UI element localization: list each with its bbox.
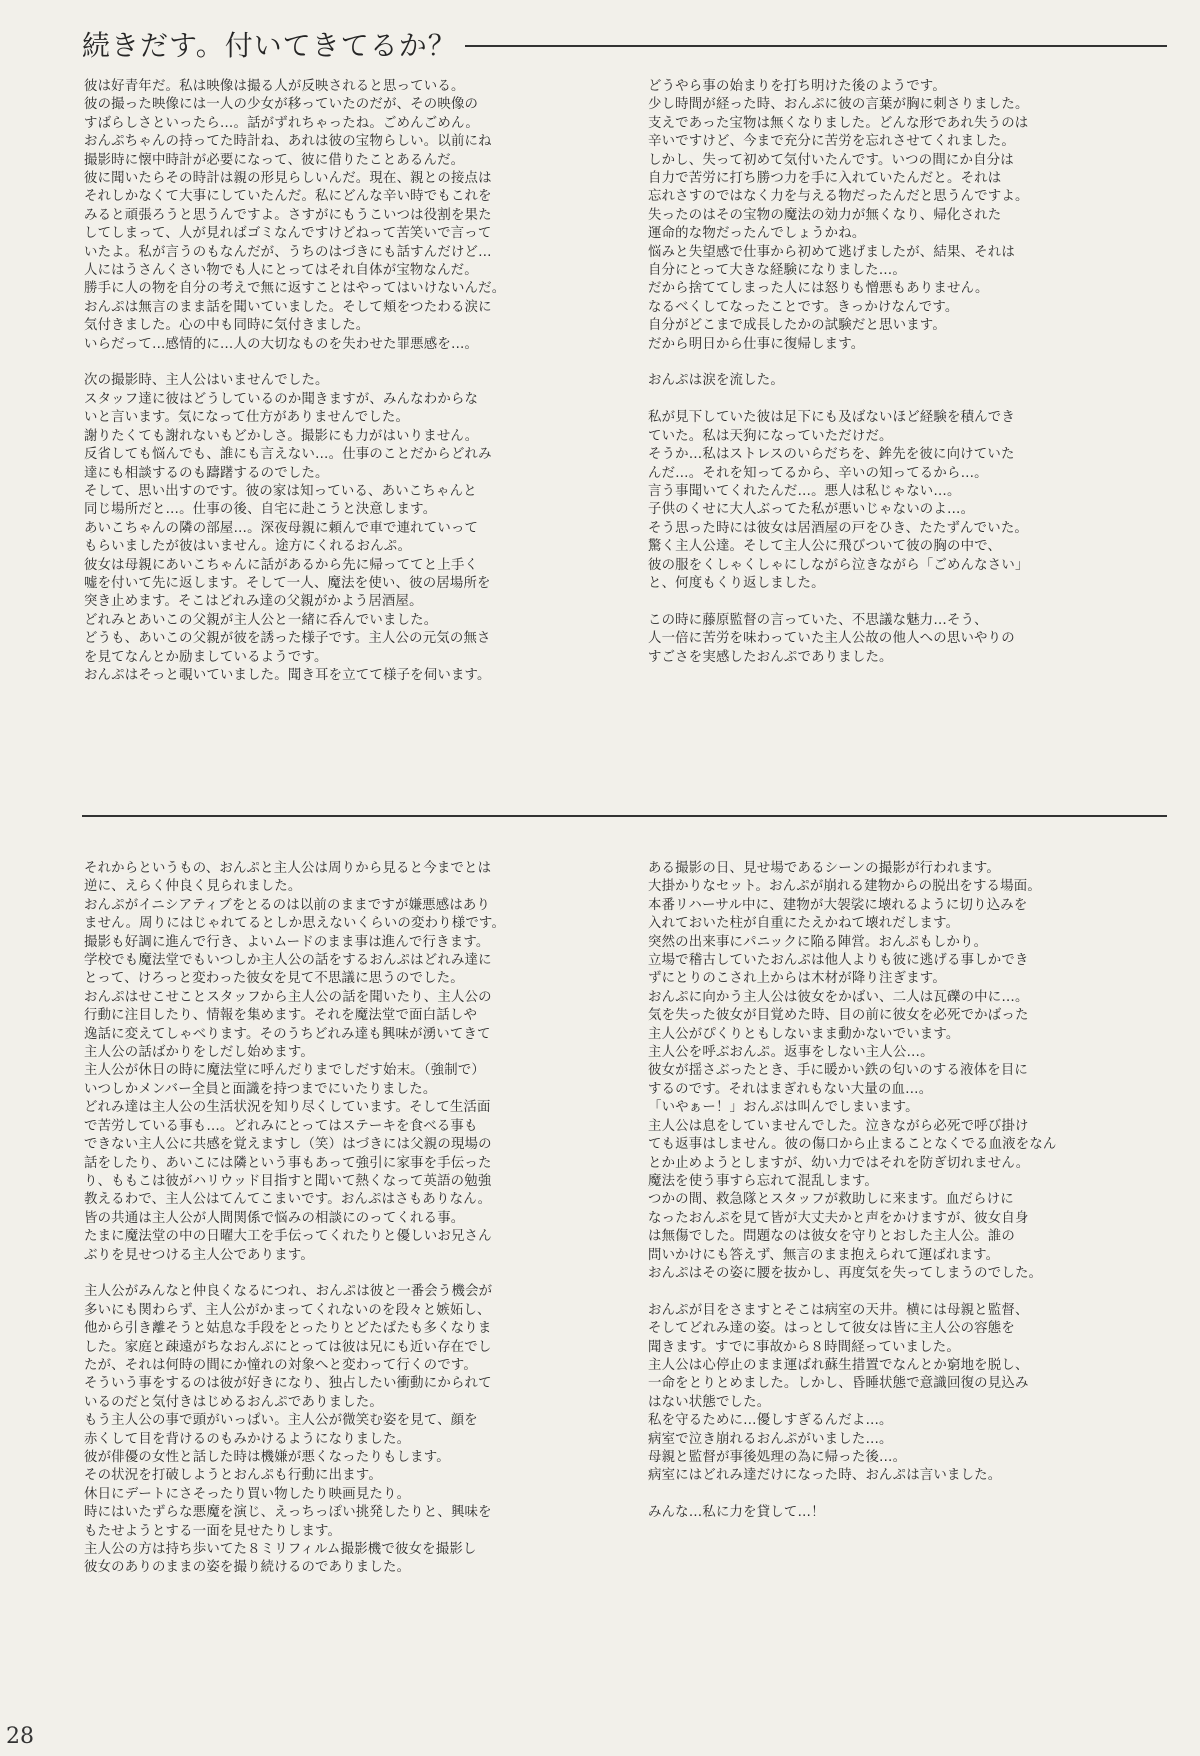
text-line: すばらしさといったら…。話がずれちゃったね。ごめんごめん。 — [84, 115, 479, 131]
text-line: だから明日から仕事に復帰します。 — [648, 336, 865, 352]
text-line: 悩みと失望感で仕事から初めて逃げましたが、結果、それは — [648, 244, 1015, 260]
text-line: 忘れさすのではなく力を与える物だったんだと思うんですよ。 — [648, 189, 1029, 205]
page-heading: 続きだす。付いてきてるか？ — [82, 29, 457, 62]
text-line: 時にはいたずらな悪魔を演じ、えっちっぽい挑発したりと、興味を — [84, 1505, 492, 1521]
text-line: 謝りたくても謝れないもどかしさ。撮影にも力がはいりません。 — [84, 428, 479, 444]
text-line: 病室で泣き崩れるおんぷがいました…。 — [648, 1431, 893, 1447]
text-line: そして、思い出すのです。彼の家は知っている、あいこちゃんと — [84, 483, 477, 499]
text-line: と、何度もくり返しました。 — [648, 575, 825, 591]
text-line: それしかなくて大事にしていたんだ。私にどんな辛い時でもこれを — [84, 189, 492, 205]
text-line: 私を守るために…優しすぎるんだよ…。 — [648, 1413, 893, 1429]
paragraph-gap — [648, 1283, 1148, 1301]
text-line: ても返事はしません。彼の傷口から止まることなくでる血液をなん — [648, 1137, 1057, 1153]
text-line: 主人公の話ばかりをしだし始めます。 — [84, 1045, 314, 1061]
text-line: 自分がどこまで成長したかの試験だと思います。 — [648, 318, 946, 334]
text-line: 彼の服をくしゃくしゃにしながら泣きながら「ごめんなさい」 — [648, 557, 1029, 573]
text-line: 主人公が休日の時に魔法堂に呼んだりまでしだす始末。（強制で） — [84, 1063, 486, 1079]
text-line: 入れておいた柱が自重にたえかねて壊れだします。 — [648, 916, 960, 932]
text-line: あいこちゃんの隣の部屋…。深夜母親に頼んで車で連れていって — [84, 520, 479, 536]
text-line: どうやら事の始まりを打ち明けた後のようです。 — [648, 79, 946, 94]
text-line: 運命的な物だったんでしょうかね。 — [648, 226, 866, 242]
text-line: そしてどれみ達の姿。はっとして彼女は皆に主人公の容態を — [648, 1321, 1015, 1337]
text-line: してしまって、人が見ればゴミなんですけどねって苦笑いで言って — [84, 226, 492, 242]
text-line: 気を失った彼女が目覚めた時、目の前に彼女を必死でかばった — [648, 1008, 1029, 1024]
text-line: とか止めようとしますが、幼い力ではそれを防ぎ切れません。 — [648, 1155, 1030, 1171]
text-line: 病室にはどれみ達だけになった時、おんぷは言いました。 — [648, 1468, 1002, 1484]
text-line: 辛いですけど、今まで充分に苦労を忘れさせてくれました。 — [648, 134, 1015, 150]
text-line: とって、けろっと変わった彼女を見て不思議に思うのでした。 — [84, 971, 464, 987]
text-line: いるのだと気付きはじめるおんぷでありました。 — [84, 1394, 383, 1410]
text-line: おんぷはそっと覗いていました。聞き耳を立てて様子を伺います。 — [84, 667, 491, 683]
text-line: 驚く主人公達。そして主人公に飛びついて彼の胸の中で、 — [648, 539, 1002, 555]
text-line: 休日にデートにさそったり買い物したり映画見たり。 — [84, 1486, 411, 1502]
text-line: いと言います。気になって仕方がありませんでした。 — [84, 410, 410, 426]
text-line: した。家庭と疎遠がちなおんぷにとっては彼は兄にも近い存在でし — [84, 1339, 492, 1355]
text-line: 話をしたり、あいこには隣という事もあって強引に家事を手伝った — [84, 1155, 492, 1171]
text-line: 赤くして目を背けるのもみかけるようになりました。 — [84, 1431, 411, 1447]
text-line: どれみとあいこの父親が主人公と一緒に呑んでいました。 — [84, 612, 438, 628]
text-line: みると頑張ろうと思うんですよ。さすがにもうこいつは役割を果た — [84, 207, 492, 223]
text-line: ません。周りにはじゃれてるとしか思えないくらいの変わり様です。 — [84, 916, 506, 932]
text-line: を見てなんとか励ましているようです。 — [84, 649, 328, 665]
text-line: 彼女が揺さぶったとき、手に暖かい鉄の匂いのする液体を目に — [648, 1063, 1028, 1079]
text-line: おんぷはその姿に腰を抜かし、再度気を失ってしまうのでした。 — [648, 1265, 1043, 1281]
paragraph-gap — [648, 593, 1148, 611]
text-line: おんぷは涙を流した。 — [648, 373, 784, 389]
text-line: で苦労している事も…。どれみにとってはステーキを食べる事も — [84, 1118, 478, 1134]
paragraph-gap — [84, 354, 624, 372]
text-line: 主人公がぴくりともしないまま動かないでいます。 — [648, 1026, 960, 1042]
text-line: 言う事聞いてくれたんだ…。悪人は私じゃない…。 — [648, 483, 961, 499]
text-line: できない主人公に共感を覚えますし（笑）はづきには父親の現場の — [84, 1137, 492, 1153]
text-line: 主人公を呼ぶおんぷ。返事をしない主人公…。 — [648, 1045, 934, 1061]
text-line: 大掛かりなセット。おんぷが崩れる建物からの脱出をする場面。 — [648, 879, 1041, 895]
text-line: 撮影も好調に進んで行き、よいムードのまま事は進んで行きます。 — [84, 934, 490, 950]
text-line: たが、それは何時の間にか憧れの対象へと変わって行くのです。 — [84, 1357, 477, 1373]
text-line: しかし、失って初めて気付いたんです。いつの間にか自分は — [648, 152, 1014, 168]
text-line: 主人公は心停止のまま運ばれ蘇生措置でなんとか窮地を脱し、 — [648, 1357, 1029, 1373]
paragraph-gap — [648, 391, 1148, 409]
text-line: 失ったのはその宝物の魔法の効力が無くなり、帰化された — [648, 207, 1002, 223]
text-column-bottom-left — [84, 860, 624, 1720]
text-line: 彼に聞いたらその時計は親の形見らしいんだ。現在、親との接点は — [84, 171, 492, 187]
text-line: 学校でも魔法堂でもいつしか主人公の話をするおんぷはどれみ達に — [84, 953, 492, 969]
text-line: 自力で苦労に打ち勝つ力を手に入れていたんだと。それは — [648, 171, 1002, 187]
text-line: 「いやぁー！」おんぷは叫んでしまいます。 — [648, 1100, 919, 1116]
text-line: 私が見下していた彼は足下にも及ばないほど経験を積んでき — [648, 410, 1015, 426]
text-line: 多いにも関わらず、主人公がかまってくれないのを段々と嫉妬し、 — [84, 1302, 491, 1318]
text-line: 教えるわで、主人公はてんてこまいです。おんぷはさもありなん。 — [84, 1192, 492, 1208]
text-line: もう主人公の事で頭がいっぱい。主人公が微笑む姿を見て、顔を — [84, 1413, 478, 1429]
text-column-top-left — [84, 78, 624, 778]
text-line: 子供のくせに大人ぶってた私が悪いじゃないのよ…。 — [648, 502, 975, 518]
text-line: そう思った時には彼女は居酒屋の戸をひき、たたずんでいた。 — [648, 520, 1028, 536]
text-line: それからというもの、おんぷと主人公は周りから見ると今までとは — [84, 861, 492, 876]
text-line: ていた。私は天狗になっていただけだ。 — [648, 428, 893, 444]
text-line: ぶりを見せつける主人公であります。 — [84, 1247, 314, 1263]
text-line: いらだって…感情的に…人の大切なものを失わせた罪悪感を…。 — [84, 336, 479, 352]
text-line: 他から引き離そうと姑息な手段をとったりとどたばたも多くなりま — [84, 1321, 492, 1337]
text-line: おんぷが目をさますとそこは病室の天井。横には母親と監督、 — [648, 1302, 1029, 1318]
text-line: なるべくしてなったことです。きっかけなんです。 — [648, 299, 959, 315]
text-line: は無傷でした。問題なのは彼女を守りとおした主人公。誰の — [648, 1229, 1015, 1245]
text-line: おんぷちゃんの持ってた時計ね、あれは彼の宝物らしい。以前にね — [84, 134, 492, 150]
text-line: 皆の共通は主人公が人間関係で悩みの相談にのってくれる事。 — [84, 1210, 465, 1226]
text-line: 少し時間が経った時、おんぷに彼の言葉が胸に刺さりました。 — [648, 97, 1029, 113]
text-line: 突然の出来事にパニックに陥る陣営。おんぷもしかり。 — [648, 934, 988, 950]
text-line: なったおんぷを見て皆が大丈夫かと声をかけますが、彼女自身 — [648, 1210, 1029, 1226]
text-line: 彼の撮った映像には一人の少女が移っていたのだが、その映像の — [84, 97, 479, 113]
text-line: おんぷは無言のまま話を聞いていました。そして頬をつたわる涙に — [84, 299, 492, 315]
text-line: 支えであった宝物は無くなりました。どんな形であれ失うのは — [648, 115, 1029, 131]
text-line: そうか…私はストレスのいらだちを、鉾先を彼に向けていた — [648, 447, 1015, 463]
text-line: この時に藤原監督の言っていた、不思議な魅力…そう、 — [648, 612, 988, 628]
text-line: 母親と監督が事後処理の為に帰った後…。 — [648, 1449, 907, 1465]
text-line: 逸話に変えてしゃべります。そのうちどれみ達も興味が湧いてきて — [84, 1026, 491, 1042]
text-line: 問いかけにも答えず、無言のまま抱えられて運ばれます。 — [648, 1247, 1000, 1263]
text-line: 次の撮影時、主人公はいませんでした。 — [84, 373, 329, 389]
text-line: だから捨ててしまった人には怒りも憎悪もありません。 — [648, 281, 989, 297]
text-line: おんぷはせこせことスタッフから主人公の話を聞いたり、主人公の — [84, 989, 492, 1005]
text-line: 勝手に人の物を自分の考えで無に返すことはやってはいけないんだ。 — [84, 281, 506, 297]
text-line: 彼女は母親にあいこちゃんに話があるから先に帰っててと上手く — [84, 557, 479, 573]
text-line: 聞きます。すでに事故から８時間経っていました。 — [648, 1339, 960, 1355]
text-line: 彼が俳優の女性と話した時は機嫌が悪くなったりもします。 — [84, 1449, 450, 1465]
text-line: いたよ。私が言うのもなんだが、うちのはづきにも話すんだけど… — [84, 244, 492, 260]
paragraph-gap — [84, 1265, 624, 1283]
text-line: んだ…。それを知ってるから、辛いの知ってるから…。 — [648, 465, 988, 481]
text-line: みんな…私に力を貸して…！ — [648, 1505, 825, 1521]
text-line: どれみ達は主人公の生活状況を知り尽くしています。そして生活面 — [84, 1100, 491, 1116]
text-line: いつしかメンバー全員と面識を持つまでにいたりました。 — [84, 1081, 437, 1097]
text-line: 人一倍に苦労を味わっていた主人公故の他人への思いやりの — [648, 631, 1015, 647]
text-line: ずにとりのこされ上からは木材が降り注ぎます。 — [648, 971, 946, 987]
text-line: つかの間、救急隊とスタッフが救助しに来ます。血だらけに — [648, 1192, 1014, 1208]
text-line: 突き止めます。そこはどれみ達の父親がかよう居酒屋。 — [84, 594, 423, 610]
text-line: 主人公がみんなと仲良くなるにつれ、おんぷは彼と一番会う機会が — [84, 1284, 493, 1300]
text-line: 逆に、えらく仲良く見られました。 — [84, 879, 302, 895]
heading-row — [82, 18, 1167, 70]
text-line: 達にも相談するのも躊躇するのでした。 — [84, 465, 329, 481]
paragraph-gap — [648, 354, 1148, 372]
text-line: するのです。それはまぎれもない大量の血…。 — [648, 1081, 933, 1097]
text-line: 撮影時に懐中時計が必要になって、彼に借りたことあるんだ。 — [84, 152, 465, 168]
section-divider — [82, 815, 1167, 817]
text-line: 反省しても悩んでも、誰にも言えない…。仕事のことだからどれみ — [84, 447, 492, 463]
text-line: たまに魔法堂の中の日曜大工を手伝ってくれたりと優しいお兄さん — [84, 1229, 492, 1245]
text-line: 彼は好青年だ。私は映像は撮る人が反映されると思っている。 — [84, 79, 465, 94]
text-line: 主人公は息をしていませんでした。泣きながら必死で呼び掛け — [648, 1118, 1029, 1134]
text-line: 立場で稽古していたおんぷは他人よりも彼に逃げる事しかでき — [648, 953, 1029, 969]
text-line: どうも、あいこの父親が彼を誘った様子です。主人公の元気の無さ — [84, 631, 491, 647]
text-line: 嘘を付いて先に返します。そして一人、魔法を使い、彼の居場所を — [84, 575, 491, 591]
text-line: そういう事をするのは彼が好きになり、独占したい衝動にかられて — [84, 1376, 492, 1392]
text-line: 魔法を使う事すら忘れて混乱します。 — [648, 1173, 878, 1189]
paragraph-gap — [648, 1486, 1148, 1504]
text-line: おんぷがイニシアティブをとるのは以前のままですが嫌悪感はあり — [84, 897, 491, 913]
text-line: 主人公の方は持ち歩いてた８ミリフィルム撮影機で彼女を撮影し — [84, 1542, 477, 1558]
text-column-top-right — [648, 78, 1148, 758]
page-number: 28 — [6, 1724, 34, 1749]
text-line: 一命をとりとめました。しかし、昏睡状態で意識回復の見込み — [648, 1376, 1029, 1392]
text-line: もたせようとする一面を見せたりします。 — [84, 1523, 342, 1539]
text-line: その状況を打破しようとおんぷも行動に出ます。 — [84, 1468, 382, 1484]
text-line: 人にはうさんくさい物でも人にとってはそれ自体が宝物なんだ。 — [84, 263, 478, 279]
text-column-bottom-right — [648, 860, 1148, 1720]
text-line: り、ももこは彼がハリウッド目指すと聞いて熱くなって英語の勉強 — [84, 1173, 492, 1189]
text-line: おんぷに向かう主人公は彼女をかばい、二人は瓦礫の中に…。 — [648, 989, 1029, 1005]
text-line: ある撮影の日、見せ場であるシーンの撮影が行われます。 — [648, 861, 1001, 876]
text-line: もらいましたが彼はいません。途方にくれるおんぷ。 — [84, 539, 412, 555]
text-line: 本番リハーサル中に、建物が大袈裟に壊れるように切り込みを — [648, 897, 1028, 913]
text-line: 行動に注目したり、情報を集めます。それを魔法堂で面白話しや — [84, 1008, 478, 1024]
text-line: 彼女のありのままの姿を撮り続けるのでありました。 — [84, 1560, 411, 1576]
text-line: 気付きました。心の中も同時に気付きました。 — [84, 318, 370, 334]
text-line: 同じ場所だと…。仕事の後、自宅に赴こうと決意します。 — [84, 502, 437, 518]
text-line: すごさを実感したおんぷでありました。 — [648, 649, 893, 665]
text-line: スタッフ達に彼はどうしているのか聞きますが、みんなわからな — [84, 391, 479, 407]
heading-rule — [465, 45, 1167, 47]
text-line: 自分にとって大きな経験になりました…。 — [648, 263, 906, 279]
text-line: はない状態でした。 — [648, 1394, 771, 1410]
